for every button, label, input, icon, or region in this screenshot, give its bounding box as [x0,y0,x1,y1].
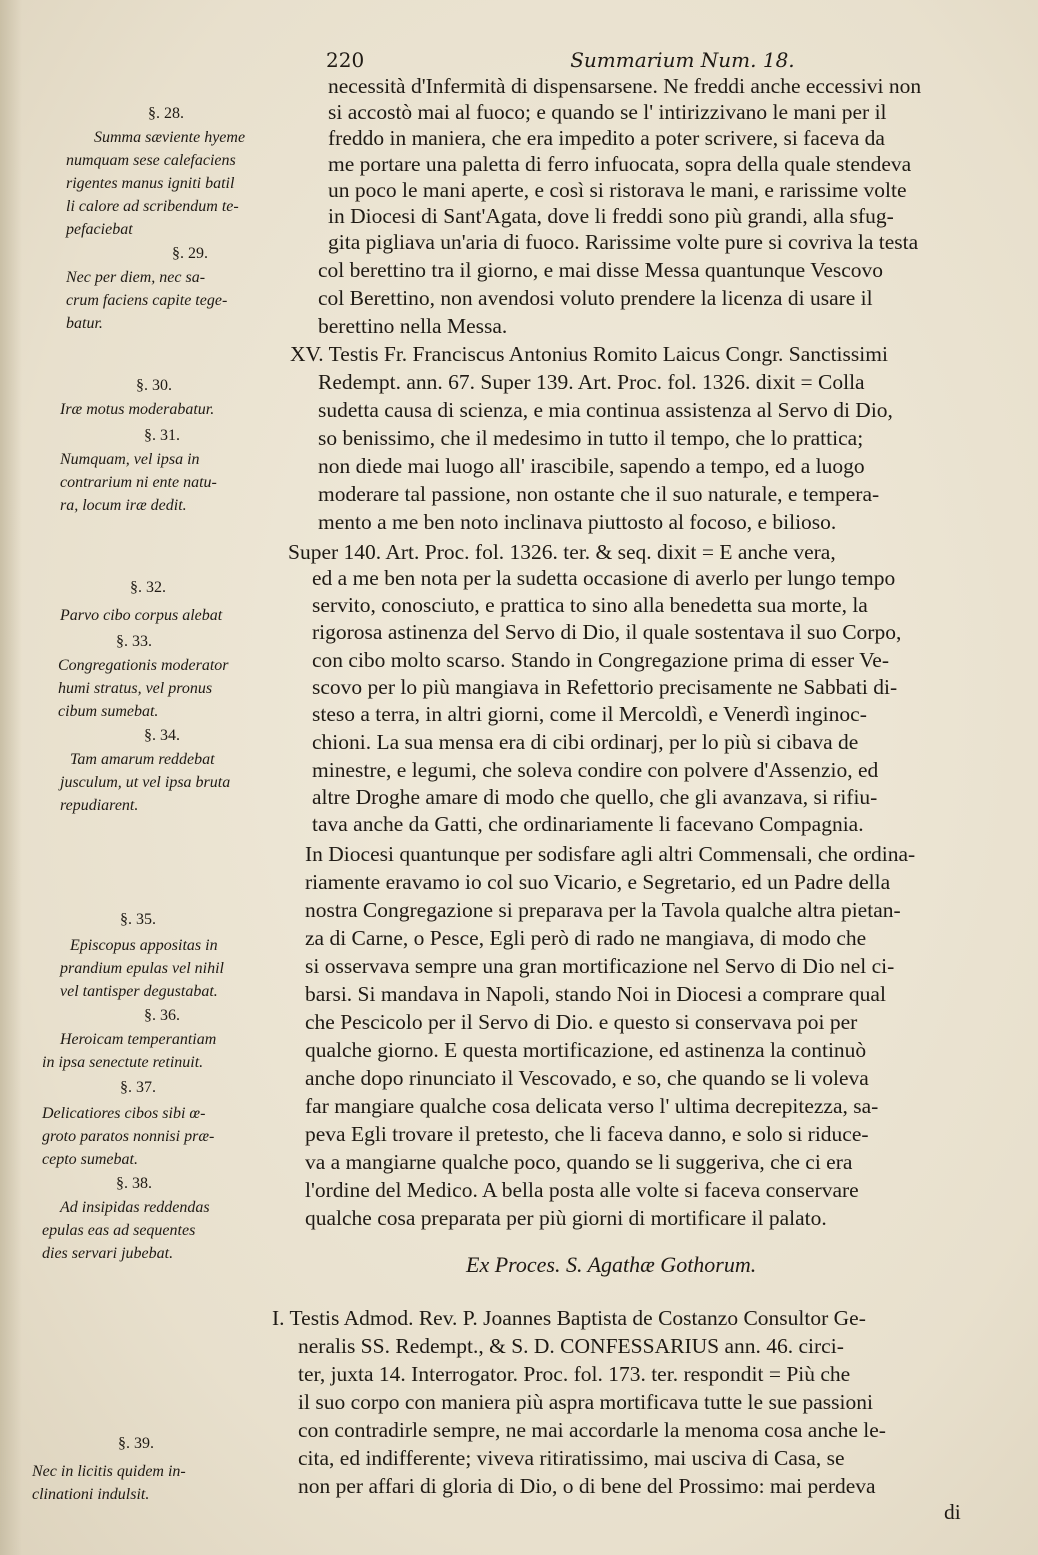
margin-note-line: in ipsa senectute retinuit. [42,1054,204,1071]
margin-section-number: §. 31. [144,427,180,444]
margin-note-line: Ad insipidas reddendas [60,1199,210,1216]
margin-note-line: crum faciens capite tege- [66,292,228,309]
text-line: cita, ed indifferente; viveva ritiratissimo, mai usciva di Casa, se [298,1446,845,1470]
margin-section-number: §. 28. [148,105,184,122]
margin-note-line: Episcopus appositas in [70,937,218,954]
text-line: necessità d'Infermità di dispensarsene. Ne freddi anche eccessivi non [328,74,922,98]
margin-section-number: §. 30. [136,377,172,394]
margin-note-line: ra, locum iræ dedit. [60,497,187,514]
text-line: Redempt. ann. 67. Super 139. Art. Proc. fol. 1326. dixit = Colla [318,370,865,394]
text-line: col berettino tra il giorno, e mai disse Messa quantunque Vescovo [318,258,884,282]
text-line: l'ordine del Medico. A bella posta alle volte si faceva conservare [305,1178,859,1202]
text-line: riamente eravamo io col suo Vicario, e Segretario, ed un Padre della [305,870,891,894]
text-line: il suo corpo con maniera più aspra mortificava tutte le sue passioni [298,1390,873,1414]
text-line: nostra Congregazione si preparava per la Tavola qualche altra pietan- [305,898,901,922]
text-line: va a mangiarne qualche poco, quando se li suggeriva, che ci era [305,1150,853,1174]
text-line: un poco le mani aperte, e così si ristorava le mani, e rarissime volte [328,178,907,202]
text-line: che Pescicolo per il Servo di Dio. e questo si conservava poi per [305,1010,858,1034]
text-line: non diede mai luogo all' irascibile, sapendo a tempo, ed a luogo [318,454,865,478]
margin-note-line: rigentes manus igniti batil [66,175,235,192]
text-line: qualche cosa preparata per più giorni di mortificare il palato. [305,1206,827,1230]
text-line: minestre, e legumi, che soleva condire con polvere d'Assenzio, ed [312,758,879,782]
text-line: berettino nella Messa. [318,314,508,338]
text-line: col Berettino, non avendosi voluto prendere la licenza di usare il [318,286,873,310]
page-number: 220 [326,48,365,72]
text-line: si accostò mai al fuoco; e quando se l' intirizzivano le mani per il [328,100,887,124]
margin-section-number: §. 36. [144,1007,180,1024]
text-line: anche dopo rinunciato il Vescovado, e so, che quando se li voleva [305,1066,869,1090]
text-line: ter, juxta 14. Interrogator. Proc. fol. 173. ter. respondit = Più che [298,1362,851,1386]
text-line: far mangiare qualche cosa delicata verso l' ultima decrepitezza, sa- [305,1094,879,1118]
running-title: Summarium Num. 18. [570,48,795,72]
margin-note-line: cibum sumebat. [58,703,159,720]
margin-note-line: groto paratos nonnisi præ- [42,1128,215,1145]
margin-note-line: dies servari jubebat. [42,1245,174,1262]
text-line: gita pigliava un'aria di fuoco. Rarissime volte pure si covriva la testa [328,230,919,254]
text-line: mento a me ben noto inclinava piuttosto al focoso, e bilioso. [318,510,837,534]
text-line: altre Droghe amare di modo che quello, che gli avanzava, si rifiu- [312,785,878,809]
margin-note-line: jusculum, ut vel ipsa bruta [60,774,231,791]
text-line: con contradirle sempre, ne mai accordarle la menoma cosa anche le- [298,1418,886,1442]
text-line: freddo in maniera, che era impedito a poter scrivere, si faceva da [328,126,885,150]
margin-section-number: §. 38. [116,1175,152,1192]
margin-section-number: §. 39. [118,1435,154,1452]
margin-note-line: humi stratus, vel pronus [58,680,213,697]
text-line: tava anche da Gatti, che ordinariamente li facevano Compagnia. [312,812,864,836]
text-line: I. Testis Admod. Rev. P. Joannes Baptista de Costanzo Consultor Ge- [272,1306,866,1330]
text-line: so benissimo, che il medesimo in tutto il tempo, che lo prattica; [318,426,864,450]
text-line: neralis SS. Redempt., & S. D. CONFESSARIUS ann. 46. circi- [298,1334,844,1358]
margin-section-number: §. 34. [144,727,180,744]
text-line: non per affari di gloria di Dio, o di bene del Prossimo: mai perdeva [298,1474,876,1498]
text-line: me portare una paletta di ferro infuocata, sopra della quale stendeva [328,152,912,176]
text-line: rigorosa astinenza del Servo di Dio, il quale sostentava il suo Corpo, [312,620,902,644]
text-line: servito, conosciuto, e prattica to sino alla benedetta sua morte, la [312,593,868,617]
margin-note-line: prandium epulas vel nihil [60,960,224,977]
text-line: ed a me ben nota per la sudetta occasione di averlo per lungo tempo [312,566,896,590]
section-heading: Ex Proces. S. Agathæ Gothorum. [466,1252,757,1277]
margin-note-line: contrarium ni ente natu- [60,474,217,491]
text-line: chioni. La sua mensa era di cibi ordinarj, per lo più si cibava de [312,730,859,754]
margin-note-line: vel tantisper degustabat. [60,983,218,1000]
margin-note-line: Parvo cibo corpus alebat [60,607,223,624]
margin-note-line: Tam amarum reddebat [70,751,215,768]
margin-note-line: clinationi indulsit. [32,1486,150,1503]
margin-note-line: Nec in licitis quidem in- [32,1463,186,1480]
text-line: Super 140. Art. Proc. fol. 1326. ter. & seq. dixit = E anche vera, [288,540,836,564]
text-line: In Diocesi quantunque per sodisfare agli altri Commensali, che ordina- [305,842,916,866]
margin-note-line: cepto sumebat. [42,1151,138,1168]
margin-note-line: numquam sese calefaciens [66,152,236,169]
margin-note-line: Congregationis moderator [58,657,229,674]
text-line: scovo per lo più mangiava in Refettorio precisamente ne Sabbati di- [312,675,898,699]
text-line: barsi. Si mandava in Napoli, stando Noi in Diocesi a comprare qual [305,982,886,1006]
text-line: steso a terra, in altri giorni, come il Mercoldì, e Venerdì inginoc- [312,702,867,726]
margin-note-line: Iræ motus moderabatur. [60,401,215,418]
margin-section-number: §. 37. [120,1079,156,1096]
margin-section-number: §. 29. [172,245,208,262]
text-line: qualche giorno. E questa mortificazione, ed astinenza la continuò [305,1038,867,1062]
text-line: XV. Testis Fr. Franciscus Antonius Romito Laicus Congr. Sanctissimi [290,342,888,366]
running-head [326,48,826,72]
margin-note-line: pefaciebat [66,221,133,238]
margin-note-line: Delicatiores cibos sibi œ- [42,1105,206,1122]
text-line: moderare tal passione, non ostante che il suo naturale, e tempera- [318,482,880,506]
text-line: in Diocesi di Sant'Agata, dove li freddi sono più grandi, alla sfug- [328,204,894,228]
margin-note-line: Numquam, vel ipsa in [60,451,200,468]
margin-note-line: repudiarent. [60,797,139,814]
text-line: con cibo molto scarso. Stando in Congregazione prima di esser Ve- [312,648,889,672]
margin-note-line: batur. [66,315,103,332]
catchword: di [944,1500,961,1524]
margin-section-number: §. 32. [130,579,166,596]
text-line: za di Carne, o Pesce, Egli però di rado ne mangiava, di modo che [305,926,867,950]
margin-note-line: Nec per diem, nec sa- [66,269,206,286]
margin-section-number: §. 33. [116,633,152,650]
margin-note-line: li calore ad scribendum te- [66,198,239,215]
text-line: sudetta causa di scienza, e mia continua assistenza al Servo di Dio, [318,398,893,422]
text-line: peva Egli trovare il pretesto, che li faceva danno, e solo si riduce- [305,1122,869,1146]
margin-note-line: Summa sæviente hyeme [94,129,246,146]
margin-section-number: §. 35. [120,911,156,928]
text-line: si osservava sempre una gran mortificazione nel Servo di Dio nel ci- [305,954,895,978]
page-gutter-shadow [0,0,22,1555]
margin-note-line: Heroicam temperantiam [60,1031,217,1048]
margin-note-line: epulas eas ad sequentes [42,1222,196,1239]
